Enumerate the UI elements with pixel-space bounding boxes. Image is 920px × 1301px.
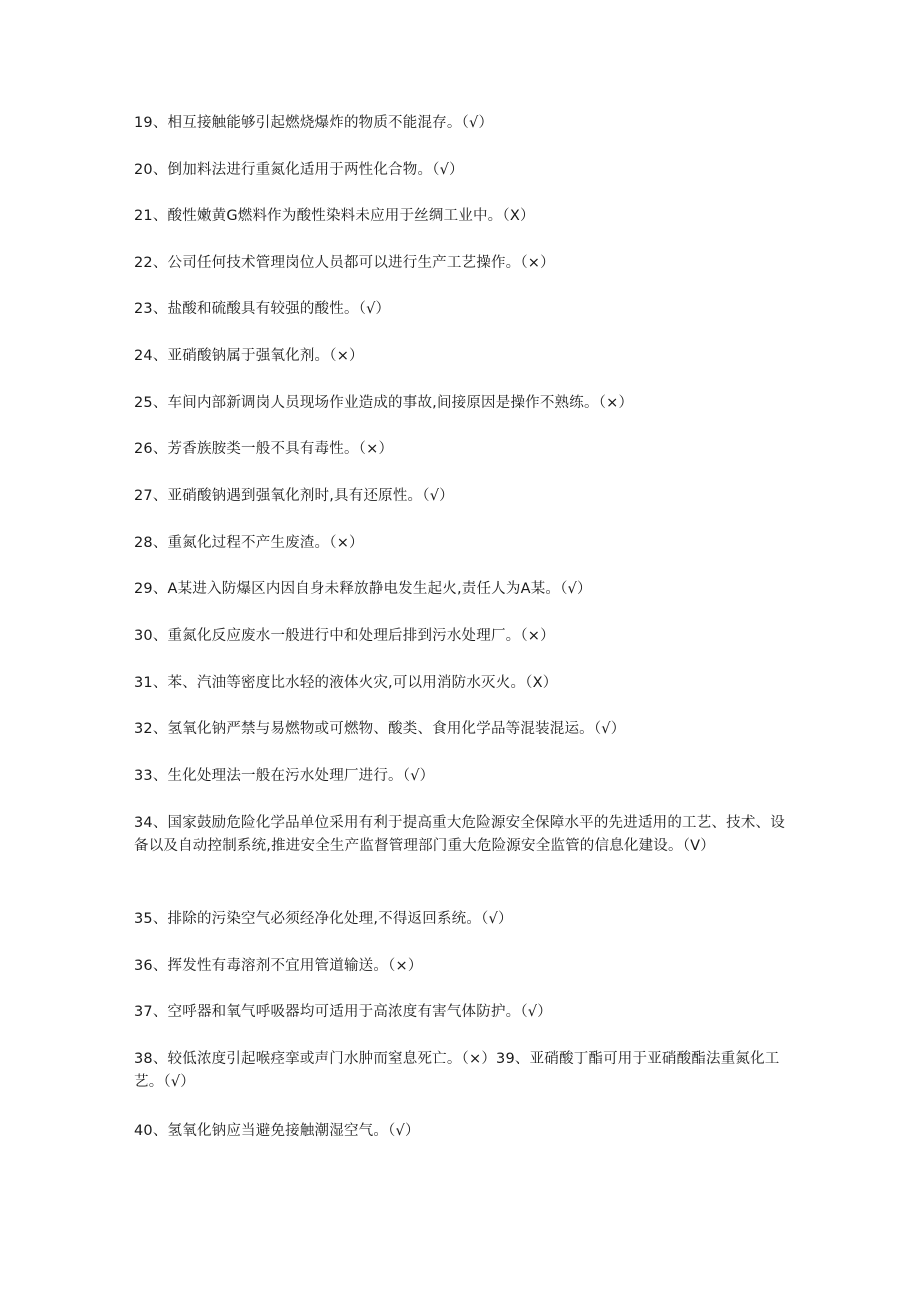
- question-26: 26、芳香族胺类一般不具有毒性。（×）: [134, 441, 394, 457]
- question-37: 37、空呼器和氧气呼吸器均可适用于高浓度有害气体防护。（√）: [134, 1004, 552, 1020]
- question-27: 27、亚硝酸钠遇到强氧化剂时,具有还原性。（√）: [134, 488, 454, 504]
- question-30: 30、重氮化反应废水一般进行中和处理后排到污水处理厂。（×）: [134, 628, 555, 644]
- question-20: 20、倒加料法进行重氮化适用于两性化合物。（√）: [134, 162, 464, 178]
- question-28: 28、重氮化过程不产生废渣。（×）: [134, 535, 364, 551]
- question-38-39: 38、较低浓度引起喉痉挛或声门水肿而窒息死亡。（×）39、亚硝酸丁酯可用于亚硝酸酯法重氮化工艺。（√）: [134, 1051, 780, 1090]
- question-32: 32、氢氧化钠严禁与易燃物或可燃物、酸类、食用化学品等混装混运。（√）: [134, 721, 626, 737]
- question-24: 24、亚硝酸钠属于强氧化剂。（×）: [134, 348, 364, 364]
- question-19: 19、相互接触能够引起燃烧爆炸的物质不能混存。（√）: [134, 115, 494, 131]
- question-29: 29、A某进入防爆区内因自身未释放静电发生起火,责任人为A某。（√）: [134, 581, 592, 597]
- question-40: 40、氢氧化钠应当避免接触潮湿空气。（√）: [134, 1123, 420, 1139]
- question-31: 31、苯、汽油等密度比水轻的液体火灾,可以用消防水灭火。（X）: [134, 675, 558, 691]
- question-35: 35、排除的污染空气必须经净化处理,不得返回系统。（√）: [134, 911, 513, 927]
- question-21: 21、酸性嫩黄G燃料作为酸性染料未应用于丝绸工业中。（X）: [134, 208, 535, 224]
- question-25: 25、车间内部新调岗人员现场作业造成的事故,间接原因是操作不熟练。（×）: [134, 395, 634, 411]
- question-34: 34、国家鼓励危险化学品单位采用有利于提高重大危险源安全保障水平的先进适用的工艺、技术、设备以及自动控制系统,推进安全生产监督管理部门重大危险源安全监管的信息化建设。（V）: [134, 815, 785, 854]
- question-23: 23、盐酸和硫酸具有较强的酸性。（√）: [134, 301, 391, 317]
- question-33: 33、生化处理法一般在污水处理厂进行。（√）: [134, 768, 435, 784]
- question-36: 36、挥发性有毒溶剂不宜用管道输送。（×）: [134, 958, 423, 974]
- question-22: 22、公司任何技术管理岗位人员都可以进行生产工艺操作。（×）: [134, 255, 555, 271]
